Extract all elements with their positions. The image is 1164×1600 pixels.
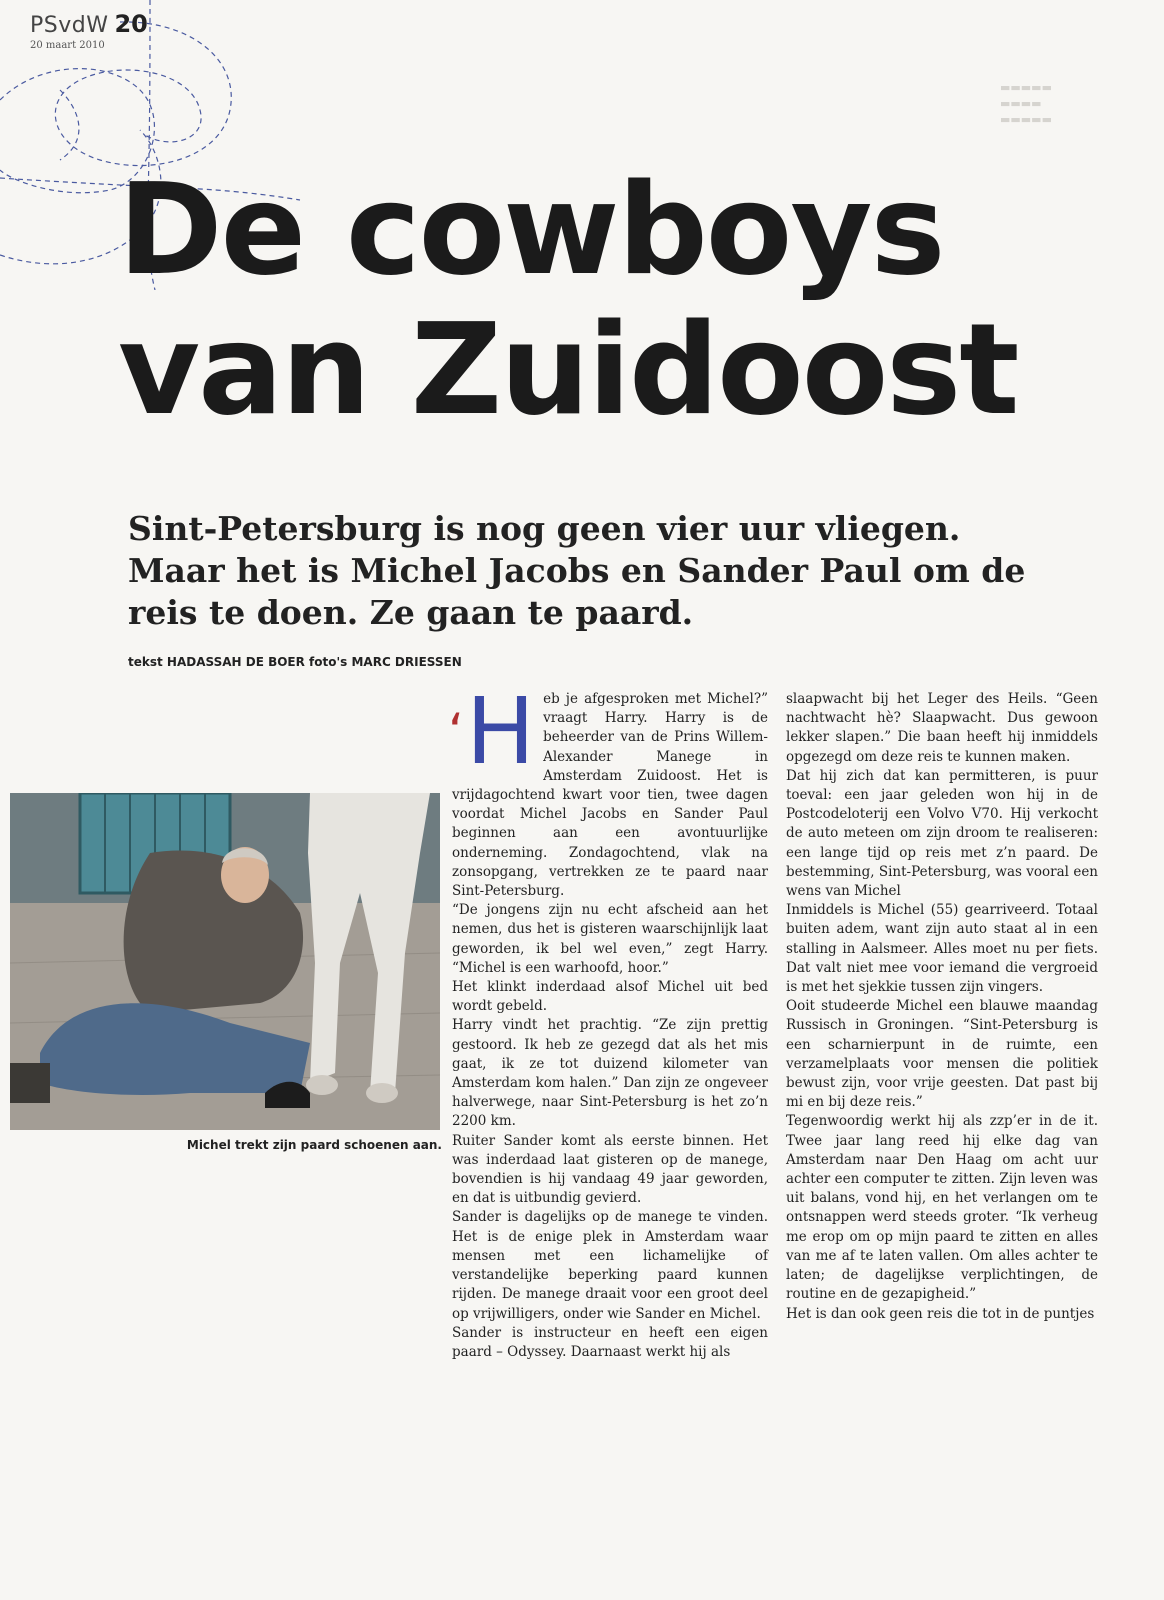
drop-cap-letter: H — [465, 678, 536, 785]
article-paragraph: Dat hij zich dat kan permitteren, is puur toeval: een jaar geleden won hij in de Postcodeloterij een Volvo V70. Hij verkocht de auto meteen om zijn droom te realiseren: een lange tijd op reis met z’n paard. De bestemming, Sint-Petersburg, was vooral een wens van Michel — [786, 767, 1098, 900]
article-paragraph — [448, 678, 768, 901]
article-photo — [10, 793, 440, 1130]
headline-line-1: De cowboys — [118, 156, 944, 303]
photo-caption: Michel trekt zijn paard schoenen aan. — [186, 1138, 442, 1152]
article-paragraph: Harry vindt het prachtig. “Ze zijn prettig gestoord. Ik heb ze gezegd dat als het mis gaat, ik ze tot duizend kilometer van Amsterdam kom halen.” Dan zijn ze ongeveer halverwege, naar Sint-Petersburg is het zo’n 2200 km. — [452, 1017, 768, 1130]
publication-name: PSvdW — [30, 13, 109, 38]
bleed-through-text: ▬▬▬▬▬ ▬▬▬▬ ▬▬▬▬▬ — [1000, 81, 1052, 126]
page-number: 20 — [114, 10, 148, 38]
article-paragraph: Ruiter Sander komt als eerste binnen. Het was inderdaad laat gisteren op de manege, bovendien is hij vandaag 49 jaar geworden, en dat is uitbundig gevierd. — [452, 1132, 768, 1207]
article-paragraph: Sander is instructeur en heeft een eigen paard – Odyssey. Daarnaast werkt hij als — [452, 1324, 768, 1360]
article-paragraph: Het is dan ook geen reis die tot in de puntjes — [786, 1305, 1095, 1322]
subheadline: Sint-Petersburg is nog geen vier uur vliegen. Maar het is Michel Jacobs en Sander Paul om de reis te doen. Ze gaan te paard. — [128, 509, 1026, 632]
masthead — [30, 10, 148, 51]
article-paragraph: Inmiddels is Michel (55) gearriveerd. Totaal buiten adem, want zijn auto staat al in een stalling in Aalsmeer. Alles moet nu per fiets. Dat valt niet mee voor iemand die vergroeid is met het sjekkie tussen zijn vingers. — [786, 902, 1098, 996]
issue-date: 20 maart 2010 — [30, 40, 105, 51]
byline-credit: tekst HADASSAH DE BOER foto's MARC DRIESSEN — [128, 655, 462, 669]
headline — [118, 156, 1118, 443]
article-column-1 — [448, 678, 768, 1362]
article-paragraph: Het klinkt inderdaad alsof Michel uit bed wordt gebeld. — [452, 979, 768, 1015]
article-paragraph: slaapwacht bij het Leger des Heils. “Geen nachtwacht hè? Slaapwacht. Dus gewoon lekker slapen.” Die baan heeft hij inmiddels opgezegd om deze reis te kunnen maken. — [786, 691, 1098, 765]
drop-cap-quote: ‘ — [448, 703, 464, 761]
paragraph-text: eb je afgesproken met Michel?” vraagt Harry. Harry is de beheerder van de Prins Willem-Alexander Manege in Amsterdam Zuidoost. Het is vrijdagochtend kwart voor tien, twee dagen voordat Michel Jacobs en Sander Paul beginnen aan een avontuurlijke onderneming. Zondagochtend, vlak na zonsopgang, vertrekken ze te paard naar Sint-Petersburg. — [452, 691, 768, 900]
article-paragraph: Tegenwoordig werkt hij als zzp’er in de it. Twee jaar lang reed hij elke dag van Amsterdam naar Den Haag om acht uur achter een computer te zitten. Zijn leven was uit balans, vond hij, en het verlangen om te ontsnappen werd steeds groter. “Ik verheug me erop om op mijn paard te zitten en alles van me af te laten vallen. Om alles achter te laten; de dagelijkse verplichtingen, de routine en de gezapigheid.” — [786, 1113, 1098, 1303]
headline-line-2: van Zuidoost — [118, 296, 1018, 443]
article-paragraph: Sander is dagelijks op de manege te vinden. Het is de enige plek in Amsterdam waar mensen met een lichamelijke of verstandelijke beperking paard kunnen rijden. De manege draait voor een groot deel op vrijwilligers, onder wie Sander en Michel. — [452, 1209, 768, 1322]
article-paragraph: Ooit studeerde Michel een blauwe maandag Russisch in Groningen. “Sint-Petersburg is een scharnierpunt in de ruimte, een verzamelplaats voor mensen die politiek bewust zijn, voor vrije geesten. Dat past bij mi en bij deze reis.” — [786, 998, 1098, 1111]
drop-cap — [448, 678, 536, 785]
article-column-2 — [786, 690, 1098, 1324]
article-paragraph: “De jongens zijn nu echt afscheid aan het nemen, dus het is gisteren waarschijnlijk laat geworden, ik bel wel even,” zegt Harry. “Michel is een warhoofd, hoor.” — [452, 902, 768, 976]
